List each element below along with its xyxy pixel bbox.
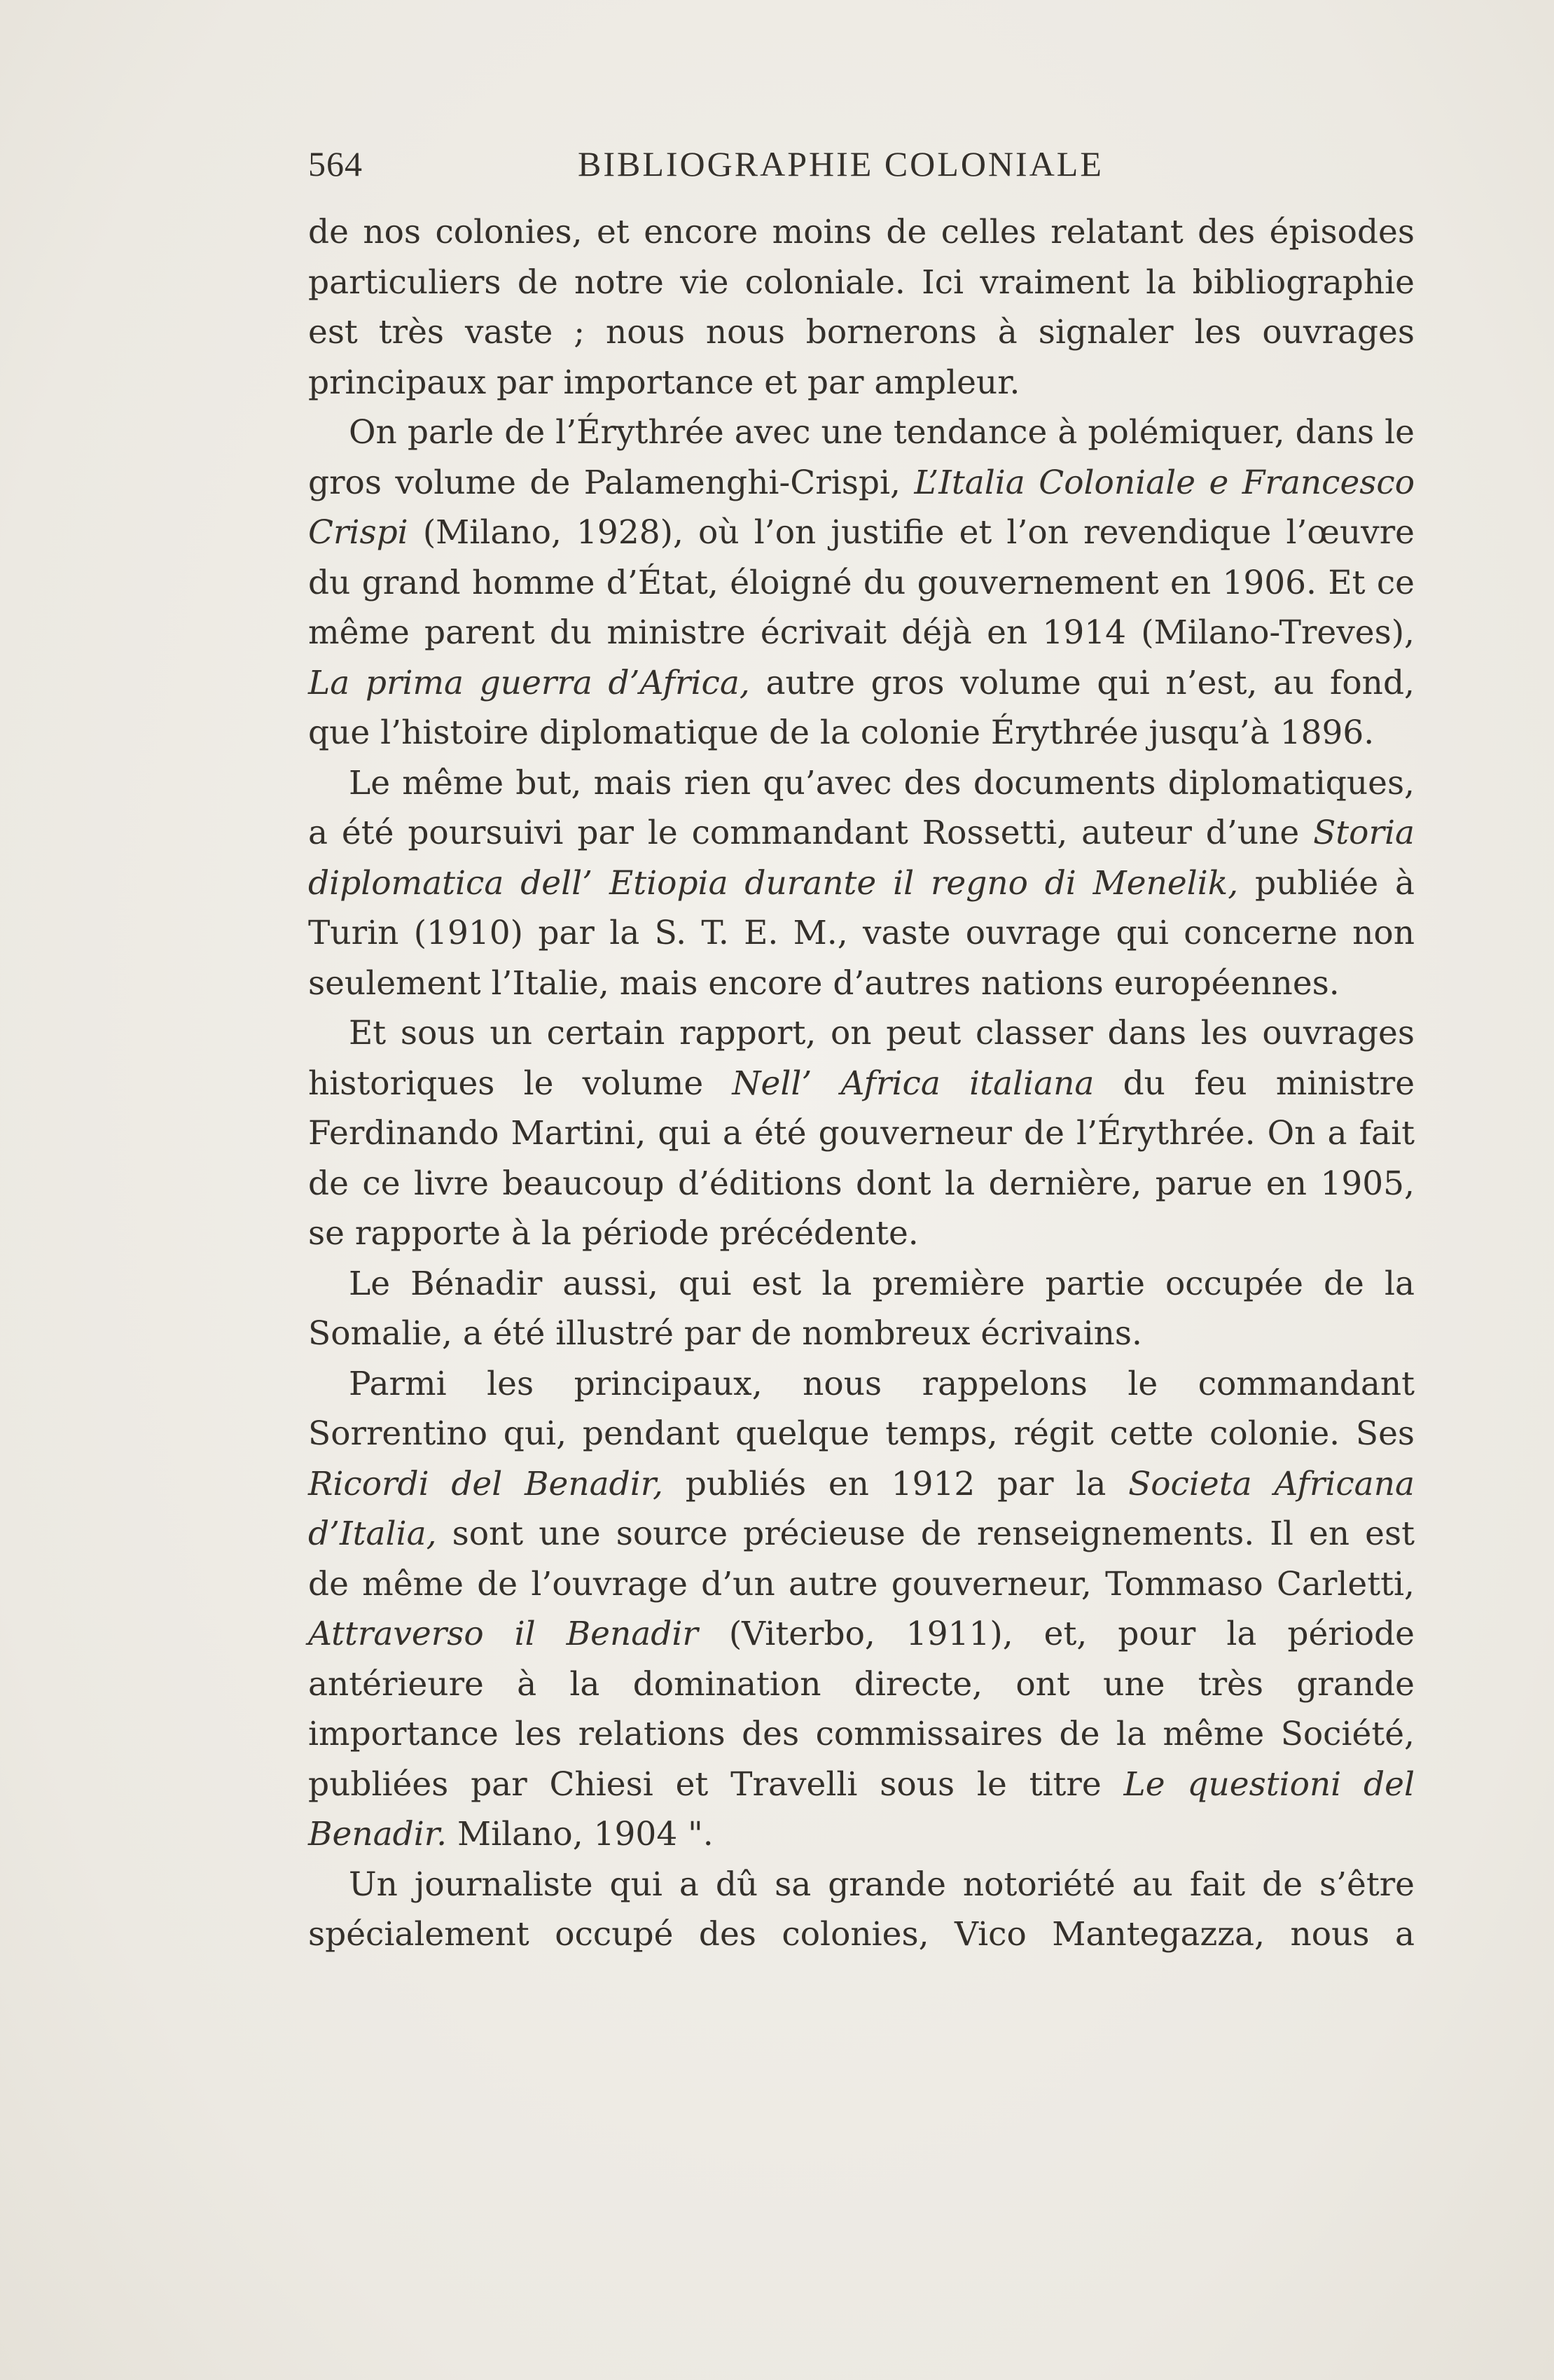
- italic-title: Attraverso il Benadir: [308, 1615, 698, 1653]
- page-header: [308, 144, 1415, 193]
- italic-title: La prima guerra d’Africa,: [308, 663, 750, 702]
- text-run: du feu ministre Ferdinando Martini, qui a été gouverneur de l’Érythrée. On a fait de ce livre beaucoup d’éditions dont la dernière, parue en 1905, se rapporte à la période précédente.: [308, 1064, 1415, 1253]
- italic-title: L’Italia Coloniale e Francesco Crispi: [308, 463, 1415, 552]
- italic-title: Ricordi del Benadir,: [308, 1464, 663, 1503]
- paragraph: [308, 1008, 1415, 1259]
- paragraph: [308, 408, 1415, 758]
- italic-title: Storia diplomatica dell’ Etiopia durante il regno di Menelik,: [308, 814, 1415, 903]
- text-run: On parle de l’Érythrée avec une tendance à polémiquer, dans le gros volume de Palamenghi-Crispi,: [308, 413, 1415, 502]
- text-run: autre gros volume qui n’est, au fond, que l’histoire diplomatique de la colonie Érythrée jusqu’à 1896.: [308, 663, 1415, 752]
- text-run: Parmi les principaux, nous rappelons le commandant Sorrentino qui, pendant quelque temps, régit cette colonie. Ses: [308, 1364, 1415, 1453]
- text-run: Et sous un certain rapport, on peut classer dans les ouvrages historiques le volume: [308, 1014, 1415, 1103]
- paragraph: [308, 1860, 1415, 1960]
- text-run: de nos colonies, et encore moins de celles relatant des épisodes particuliers de notre vie coloniale. Ici vraiment la bibliographie est très vaste ; nous nous bornerons à signaler les ouvrages principaux par importance et par ampleur.: [308, 213, 1415, 402]
- text-run: (Milano, 1928), où l’on justifie et l’on revendique l’œuvre du grand homme d’État, éloigné du gouvernement en 1906. Et ce même parent du ministre écrivait déjà en 1914 (Milano-Treves),: [308, 513, 1415, 652]
- text-run: publiés en 1912 par la: [663, 1464, 1129, 1503]
- italic-title: Nell’ Africa italiana: [732, 1064, 1095, 1103]
- paragraph: [308, 207, 1415, 408]
- running-title: BIBLIOGRAPHIE COLONIALE: [578, 144, 1104, 183]
- text-run: sont une source précieuse de renseignements. Il en est de même de l’ouvrage d’un autre gouverneur, Tommaso Carletti,: [308, 1515, 1415, 1603]
- paragraph: [308, 1259, 1415, 1359]
- text-run: Un journaliste qui a dû sa grande notoriété au fait de s’être spécialement occupé des colonies, Vico Mantegazza, nous a: [308, 1865, 1415, 1954]
- text-run: publiée à Turin (1910) par la S. T. E. M., vaste ouvrage qui concerne non seulement l’Italie, mais encore d’autres nations européennes.: [308, 863, 1415, 1003]
- text-run: (Viterbo, 1911), et, pour la période antérieure à la domination directe, ont une très grande importance les relations des commissaires de la même Société, publiées par Chiesi et Travelli sous le titre: [308, 1615, 1415, 1804]
- page-number: 564: [308, 144, 363, 183]
- italic-title: Societa Africana d’Italia,: [308, 1464, 1415, 1553]
- paragraph: [308, 758, 1415, 1009]
- paragraph: [308, 1359, 1415, 1860]
- text-run: Milano, 1904 ".: [447, 1815, 714, 1853]
- body-text: [308, 207, 1415, 1960]
- italic-title: Le questioni del Benadir.: [308, 1765, 1415, 1853]
- text-run: Le Bénadir aussi, qui est la première partie occupée de la Somalie, a été illustré par de nombreux écrivains.: [308, 1264, 1415, 1353]
- text-run: Le même but, mais rien qu’avec des documents diplomatiques, a été poursuivi par le commandant Rossetti, auteur d’une: [308, 763, 1415, 852]
